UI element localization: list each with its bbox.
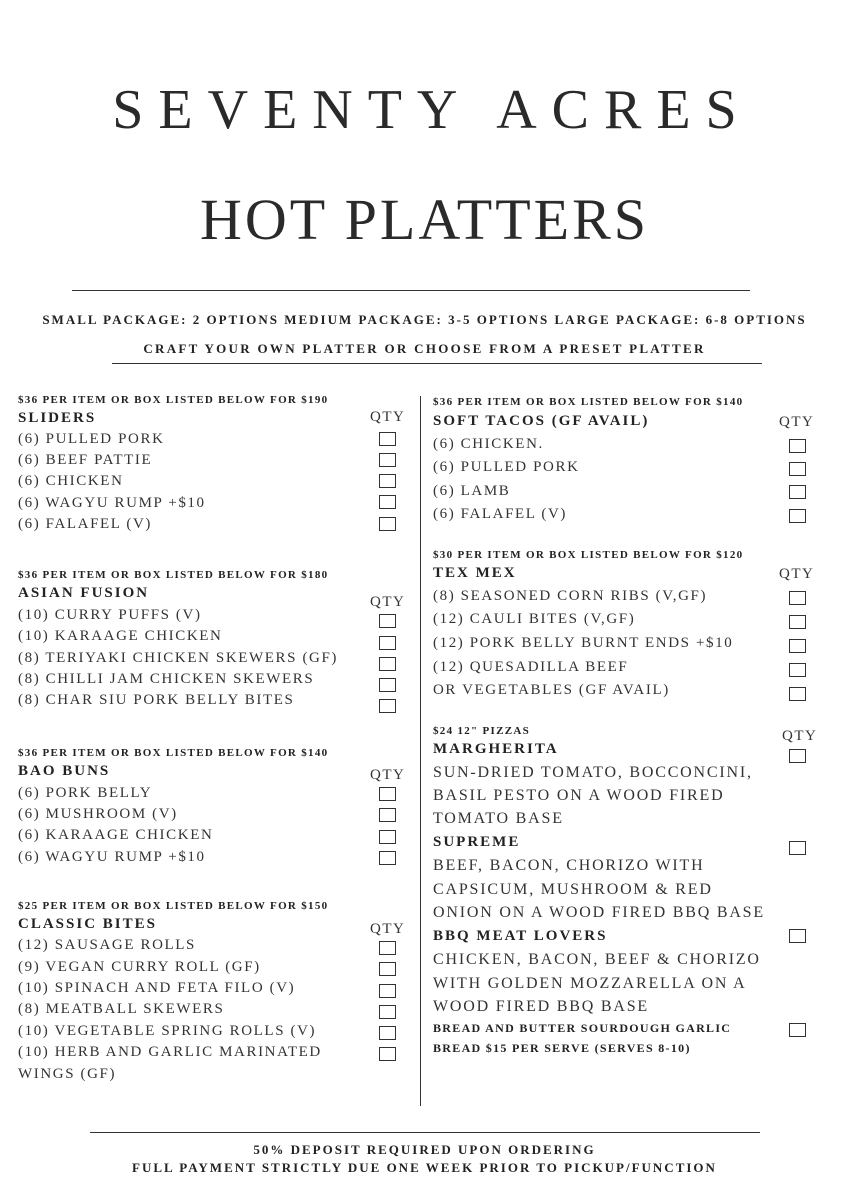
qty-checkbox[interactable]	[789, 462, 806, 476]
classic-bites-heading: CLASSIC BITES	[18, 916, 157, 932]
qty-checkbox[interactable]	[379, 699, 396, 713]
list-item: OR VEGETABLES (GF AVAIL)	[433, 682, 670, 698]
qty-checkbox[interactable]	[379, 636, 396, 650]
package-options: SMALL PACKAGE: 2 OPTIONS MEDIUM PACKAGE: 3-5 OPTIONS LARGE PACKAGE: 6-8 OPTIONS	[42, 312, 807, 327]
qty-checkbox[interactable]	[789, 615, 806, 629]
list-item: (8) MEATBALL SKEWERS	[18, 1001, 225, 1017]
classic-bites-price: $25 PER ITEM OR BOX LISTED BELOW FOR $150	[18, 900, 329, 912]
pizza-description: ONION ON A WOOD FIRED BBQ BASE	[433, 904, 765, 921]
menu-title: HOT PLATTERS	[199, 187, 650, 252]
list-item: (10) VEGETABLE SPRING ROLLS (V)	[18, 1023, 317, 1039]
qty-checkbox[interactable]	[379, 517, 396, 531]
qty-checkbox[interactable]	[379, 453, 396, 467]
qty-checkbox[interactable]	[789, 439, 806, 453]
qty-checkbox[interactable]	[379, 941, 396, 955]
list-item: (6) CHICKEN	[18, 473, 124, 489]
bao-buns-price: $36 PER ITEM OR BOX LISTED BELOW FOR $140	[18, 747, 329, 759]
deposit-note: 50% DEPOSIT REQUIRED UPON ORDERING	[253, 1142, 596, 1157]
soft-tacos-price: $36 PER ITEM OR BOX LISTED BELOW FOR $140	[433, 396, 744, 408]
list-item: (12) SAUSAGE ROLLS	[18, 937, 196, 953]
list-item: (6) BEEF PATTIE	[18, 452, 153, 468]
qty-checkbox[interactable]	[789, 687, 806, 701]
list-item: (6) LAMB	[433, 483, 511, 499]
divider-sub	[112, 363, 762, 364]
list-item: (6) WAGYU RUMP +$10	[18, 495, 206, 511]
column-divider	[420, 396, 421, 1106]
qty-checkbox[interactable]	[789, 485, 806, 499]
qty-label: QTY	[782, 728, 818, 744]
list-item: (6) MUSHROOM (V)	[18, 806, 178, 822]
qty-checkbox[interactable]	[789, 591, 806, 605]
qty-checkbox[interactable]	[379, 657, 396, 671]
qty-checkbox[interactable]	[379, 1047, 396, 1061]
qty-label: QTY	[779, 414, 815, 430]
pizza-description: CHICKEN, BACON, BEEF & CHORIZO	[433, 951, 761, 968]
payment-note: FULL PAYMENT STRICTLY DUE ONE WEEK PRIOR TO PICKUP/FUNCTION	[132, 1160, 717, 1175]
list-item: (6) CHICKEN.	[433, 436, 544, 452]
list-item: (12) CAULI BITES (V,GF)	[433, 611, 636, 627]
list-item: (8) CHAR SIU PORK BELLY BITES	[18, 692, 295, 708]
pizza-description: SUN-DRIED TOMATO, BOCCONCINI,	[433, 764, 753, 781]
tex-mex-heading: TEX MEX	[433, 565, 517, 581]
divider-bottom	[90, 1132, 760, 1133]
asian-fusion-heading: ASIAN FUSION	[18, 585, 150, 601]
qty-checkbox[interactable]	[379, 984, 396, 998]
sliders-price: $36 PER ITEM OR BOX LISTED BELOW FOR $190	[18, 394, 329, 406]
garlic-bread-line: BREAD AND BUTTER SOURDOUGH GARLIC	[433, 1021, 732, 1035]
qty-checkbox[interactable]	[379, 432, 396, 446]
qty-checkbox[interactable]	[789, 929, 806, 943]
list-item: (6) PULLED PORK	[18, 431, 165, 447]
garlic-bread-line: BREAD $15 PER SERVE (SERVES 8-10)	[433, 1041, 691, 1055]
list-item: (10) HERB AND GARLIC MARINATED	[18, 1044, 322, 1060]
qty-checkbox[interactable]	[379, 495, 396, 509]
list-item: (6) PORK BELLY	[18, 785, 153, 801]
list-item: (6) KARAAGE CHICKEN	[18, 827, 214, 843]
list-item: (6) WAGYU RUMP +$10	[18, 849, 206, 865]
list-item: (10) SPINACH AND FETA FILO (V)	[18, 980, 296, 996]
pizzas-price: $24 12" PIZZAS	[433, 725, 531, 737]
list-item: (12) QUESADILLA BEEF	[433, 659, 629, 675]
qty-label: QTY	[370, 409, 406, 425]
pizza-description: TOMATO BASE	[433, 810, 564, 827]
pizza-description: BASIL PESTO ON A WOOD FIRED	[433, 787, 725, 804]
qty-checkbox[interactable]	[379, 851, 396, 865]
list-item: (6) FALAFEL (V)	[433, 506, 567, 522]
pizza-description: WITH GOLDEN MOZZARELLA ON A	[433, 975, 747, 992]
divider-top	[72, 290, 750, 291]
list-item: (8) CHILLI JAM CHICKEN SKEWERS	[18, 671, 315, 687]
asian-fusion-price: $36 PER ITEM OR BOX LISTED BELOW FOR $180	[18, 569, 329, 581]
qty-checkbox[interactable]	[789, 841, 806, 855]
craft-note: CRAFT YOUR OWN PLATTER OR CHOOSE FROM A PRESET PLATTER	[143, 341, 706, 356]
list-item: (9) VEGAN CURRY ROLL (GF)	[18, 959, 261, 975]
qty-checkbox[interactable]	[379, 614, 396, 628]
qty-checkbox[interactable]	[379, 787, 396, 801]
list-item: (10) KARAAGE CHICKEN	[18, 628, 223, 644]
list-item: (12) PORK BELLY BURNT ENDS +$10	[433, 635, 734, 651]
qty-checkbox[interactable]	[379, 678, 396, 692]
qty-checkbox[interactable]	[379, 1026, 396, 1040]
restaurant-title: SEVENTY ACRES	[112, 79, 752, 141]
list-item: (10) CURRY PUFFS (V)	[18, 607, 202, 623]
qty-checkbox[interactable]	[789, 1023, 806, 1037]
qty-checkbox[interactable]	[379, 808, 396, 822]
tex-mex-price: $30 PER ITEM OR BOX LISTED BELOW FOR $120	[433, 549, 744, 561]
qty-checkbox[interactable]	[789, 509, 806, 523]
margherita-heading: MARGHERITA	[433, 741, 559, 757]
qty-label: QTY	[370, 921, 406, 937]
bao-buns-heading: BAO BUNS	[18, 763, 111, 779]
qty-checkbox[interactable]	[379, 1005, 396, 1019]
list-item: WINGS (GF)	[18, 1066, 117, 1082]
qty-label: QTY	[779, 566, 815, 582]
pizza-description: BEEF, BACON, CHORIZO WITH	[433, 857, 705, 874]
qty-checkbox[interactable]	[789, 639, 806, 653]
supreme-heading: SUPREME	[433, 834, 521, 850]
sliders-heading: SLIDERS	[18, 410, 97, 426]
qty-label: QTY	[370, 767, 406, 783]
list-item: (6) PULLED PORK	[433, 459, 580, 475]
list-item: (8) SEASONED CORN RIBS (V,GF)	[433, 588, 708, 604]
qty-checkbox[interactable]	[379, 830, 396, 844]
qty-checkbox[interactable]	[379, 962, 396, 976]
qty-checkbox[interactable]	[789, 663, 806, 677]
pizza-description: CAPSICUM, MUSHROOM & RED	[433, 881, 713, 898]
pizza-description: WOOD FIRED BBQ BASE	[433, 998, 649, 1015]
qty-checkbox[interactable]	[789, 749, 806, 763]
qty-label: QTY	[370, 594, 406, 610]
bbq-meat-lovers-heading: BBQ MEAT LOVERS	[433, 928, 608, 944]
list-item: (8) TERIYAKI CHICKEN SKEWERS (GF)	[18, 650, 339, 666]
qty-checkbox[interactable]	[379, 474, 396, 488]
soft-tacos-heading: SOFT TACOS (GF AVAIL)	[433, 413, 650, 429]
list-item: (6) FALAFEL (V)	[18, 516, 152, 532]
